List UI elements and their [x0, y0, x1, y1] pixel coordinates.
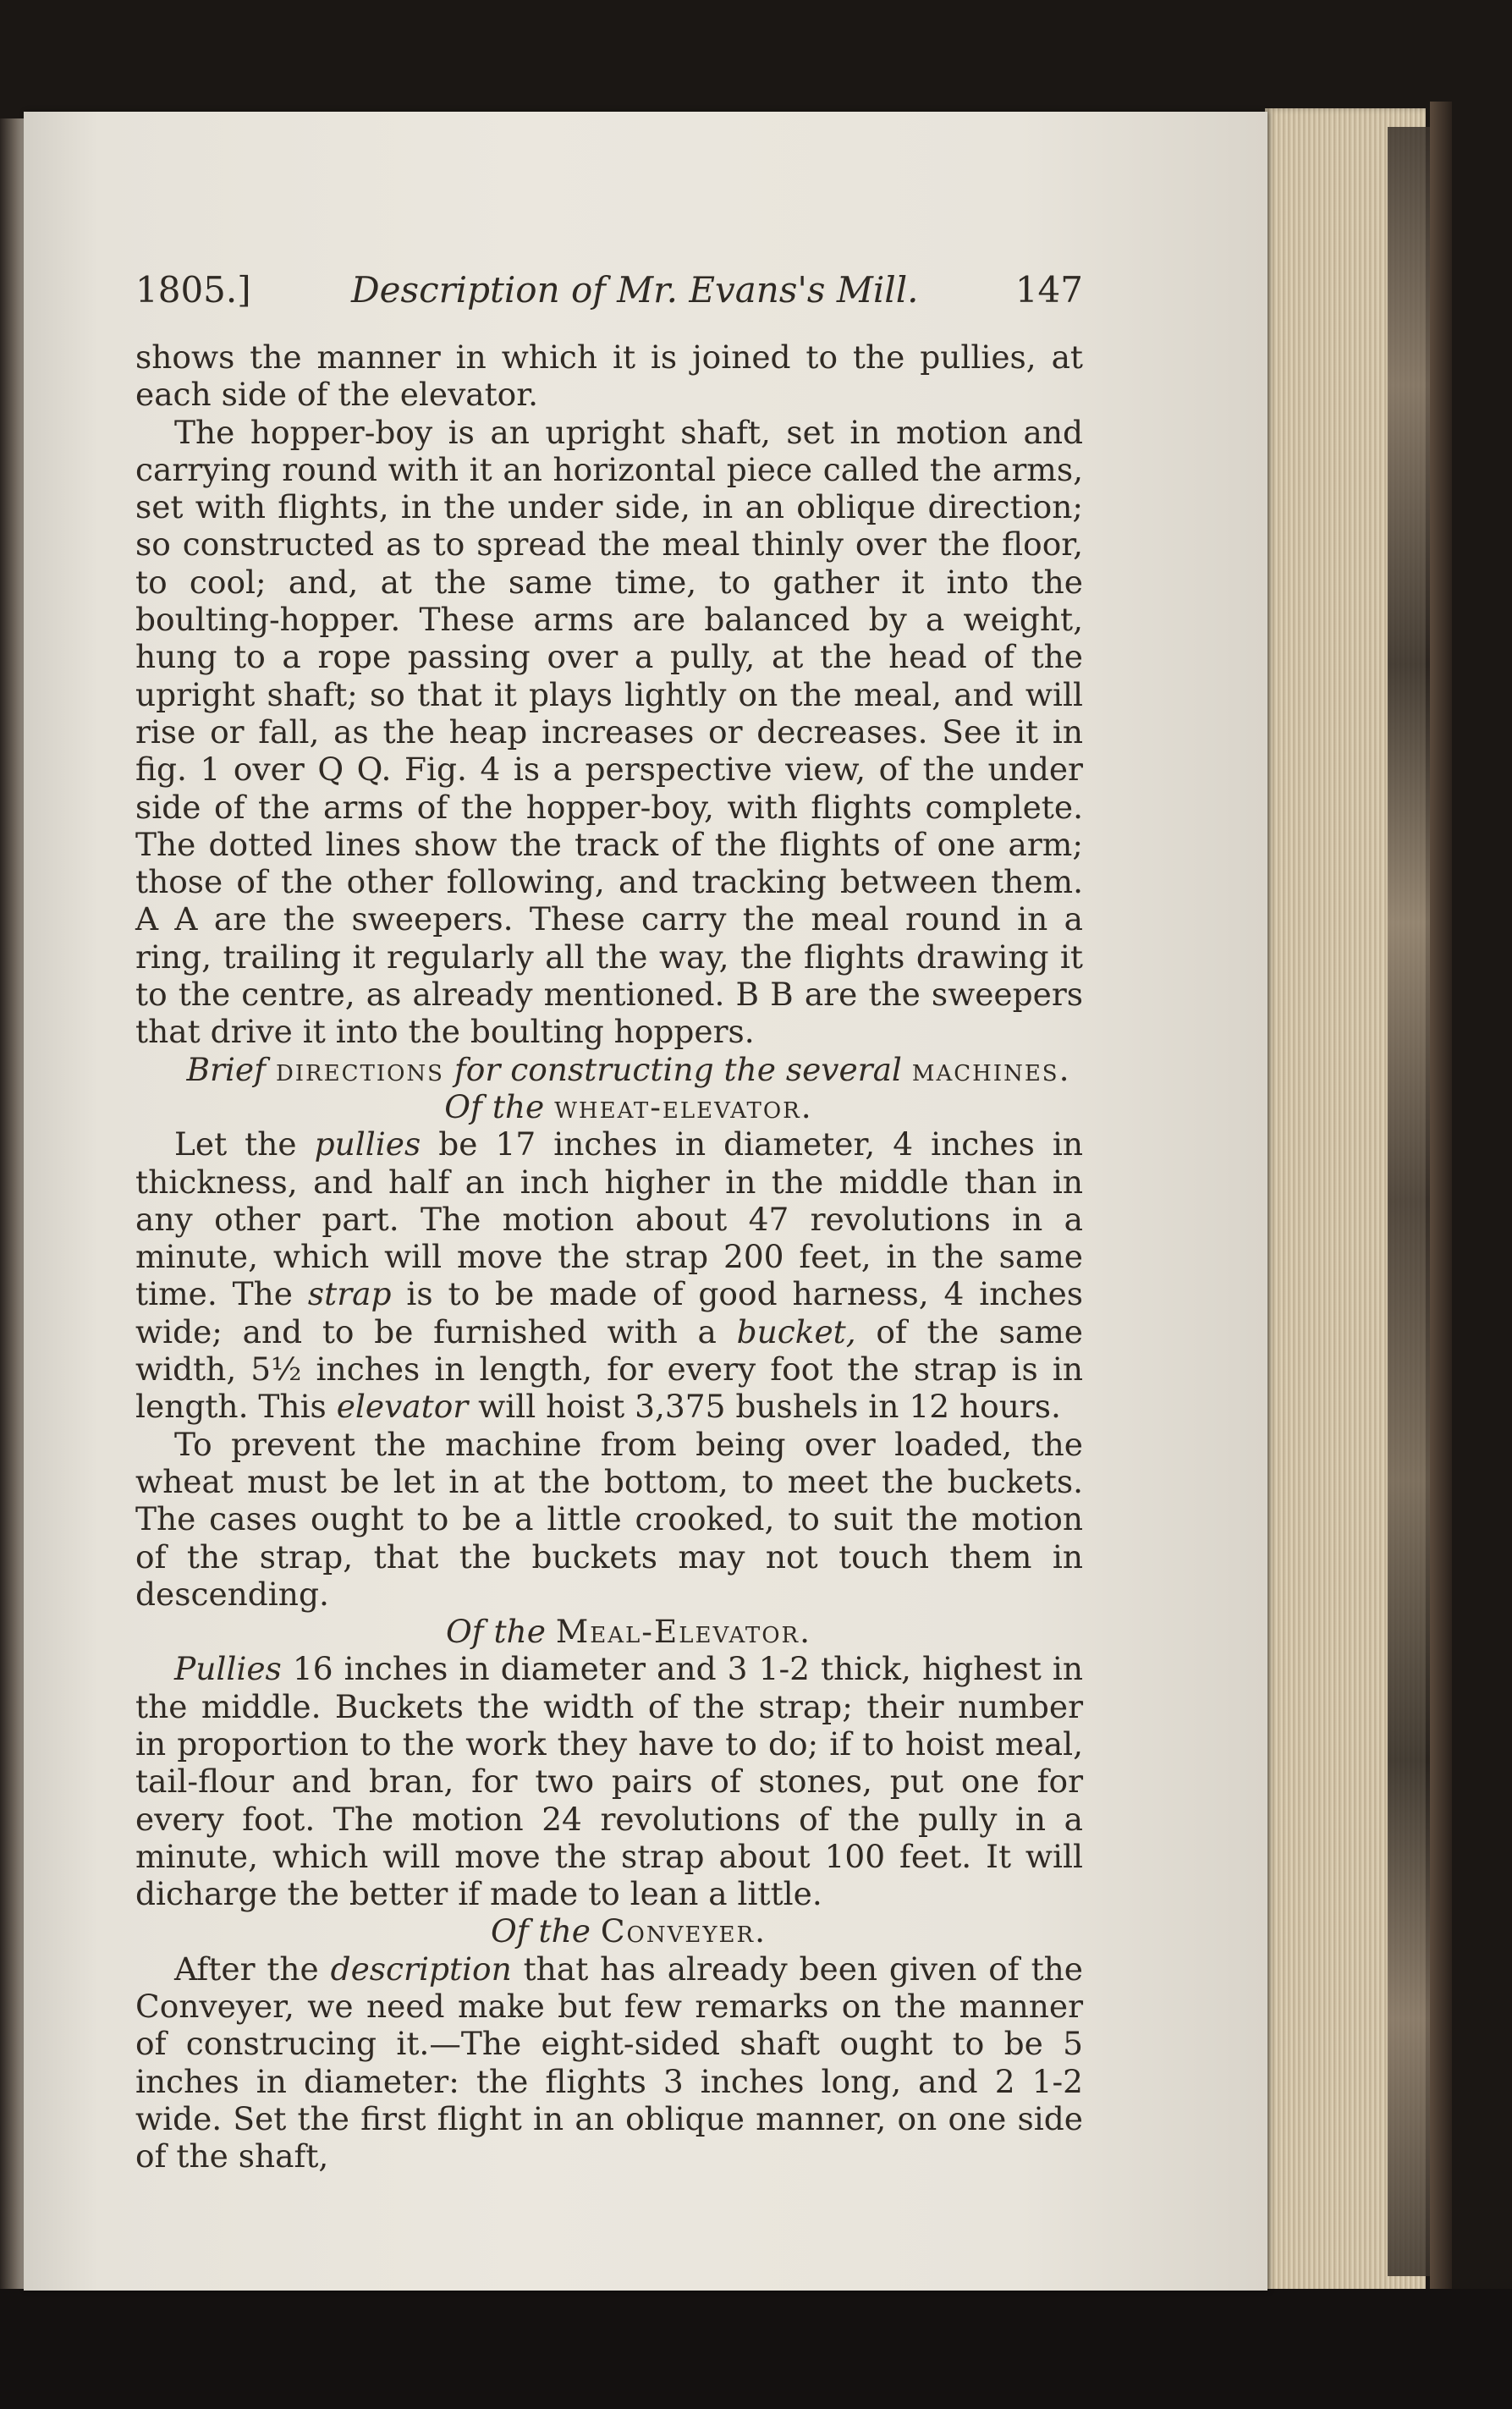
wheat-heading-name: wheat-elevator. — [554, 1087, 813, 1125]
heading-for-constructing: for constructing the several — [454, 1050, 902, 1088]
heading-directions: directions — [275, 1050, 444, 1088]
meal-heading-of-the: Of the — [445, 1613, 546, 1651]
text-run: of the same width, 5½ inches in length, for every foot the strap is in length. This — [135, 1312, 1083, 1426]
italic-pullies: pullies — [314, 1125, 421, 1163]
conveyer-heading-of-the: Of the — [490, 1912, 591, 1950]
conveyer-paragraph — [135, 1950, 1083, 2175]
body-text — [135, 338, 1083, 2175]
book-cover-edge — [1430, 102, 1452, 2302]
text-run: that has already been given of the Conveyer, we need make but few remarks on the manner of construcing it.—The eight-sided shaft ought to be 5 inches in diameter: the flights 3 inches long, and 2 1-2 wide. Set the first flight in an oblique manner, on one side of the shaft, — [135, 1950, 1083, 2175]
italic-pullies: Pullies — [174, 1650, 282, 1688]
bottom-shadow — [0, 2289, 1512, 2409]
page-number: 147 — [1014, 269, 1083, 311]
conveyer-heading — [135, 1912, 1083, 1950]
conveyer-heading-name: Conveyer. — [600, 1912, 767, 1950]
text-run: 16 inches in diameter and 3 1-2 thick, highest in the middle. Buckets the width of the strap; their number in proportion to the work they have to do; if to hoist meal, tail-flour and bran, for two pairs of stones, put one for every foot. The motion 24 revolutions of the pully in a minute, which will move the strap about 100 feet. It will dicharge the better if made to lean a little. — [135, 1650, 1084, 1913]
wheat-heading-of-the: Of the — [444, 1087, 545, 1125]
paragraph-hopper-boy: The hopper-boy is an upright shaft, set in motion and carrying round with it an horizontal piece called the arms, set with flights, in the under side, in an oblique direction; so constructed as to spread the meal thinly over the floor, to cool; and, at the same time, to gather it into the boulting-hopper. These arms are balanced by a weight, hung to a rope passing over a pully, at the head of the upright shaft; so that it plays lightly on the meal, and will rise or fall, as the heap increases or decreases. See it in fig. 1 over Q Q. Fig. 4 is a perspective view, of the under side of the arms of the hopper-boy, with flights complete. The dotted lines show the track of the flights of one arm; those of the other following, and tracking between them. A A are the sweepers. These carry the meal round in a ring, trailing it regularly all the way, the flights drawing it to the centre, as already mentioned. B B are the sweepers that drive it into the boulting hoppers. — [135, 413, 1083, 1051]
running-header — [135, 269, 1083, 316]
header-year: 1805.] — [135, 269, 251, 311]
heading-brief: Brief — [186, 1050, 267, 1088]
text-run: is to be made of good harness, 4 inches wide; and to be furnished with a — [135, 1275, 1084, 1350]
wheat-elevator-paragraph-2: To prevent the machine from being over loaded, the wheat must be let in at the bottom, to meet the buckets. The cases ought to be a little crooked, to suit the motion of the strap, that the buckets may not touch them in descending. — [135, 1425, 1083, 1613]
header-title: Description of Mr. Evans's Mill. — [351, 269, 919, 311]
paragraph-continuation: shows the manner in which it is joined to the pullies, at each side of the elevator. — [135, 338, 1083, 414]
wheat-elevator-paragraph-1 — [135, 1125, 1083, 1425]
meal-heading-name: Meal-Elevator. — [555, 1613, 812, 1651]
italic-bucket: bucket, — [736, 1312, 856, 1350]
italic-elevator: elevator — [336, 1388, 469, 1426]
text-run: After the — [174, 1950, 319, 1988]
italic-description: description — [330, 1950, 512, 1988]
text-run: will hoist 3,375 bushels in 12 hours. — [478, 1388, 1061, 1426]
text-run: be 17 inches in diameter, 4 inches in thickness, and half an inch higher in the middle than in any other part. The motion about 47 revolutions in a minute, which will move the strap 200 feet, in the same time. The — [135, 1125, 1084, 1313]
section-heading — [135, 1051, 1083, 1088]
text-run: Let the — [174, 1125, 297, 1163]
heading-machines: machines. — [911, 1050, 1071, 1088]
wheat-elevator-heading — [135, 1088, 1083, 1125]
meal-elevator-heading — [135, 1613, 1083, 1650]
italic-strap: strap — [307, 1275, 392, 1313]
meal-elevator-paragraph — [135, 1650, 1083, 1912]
